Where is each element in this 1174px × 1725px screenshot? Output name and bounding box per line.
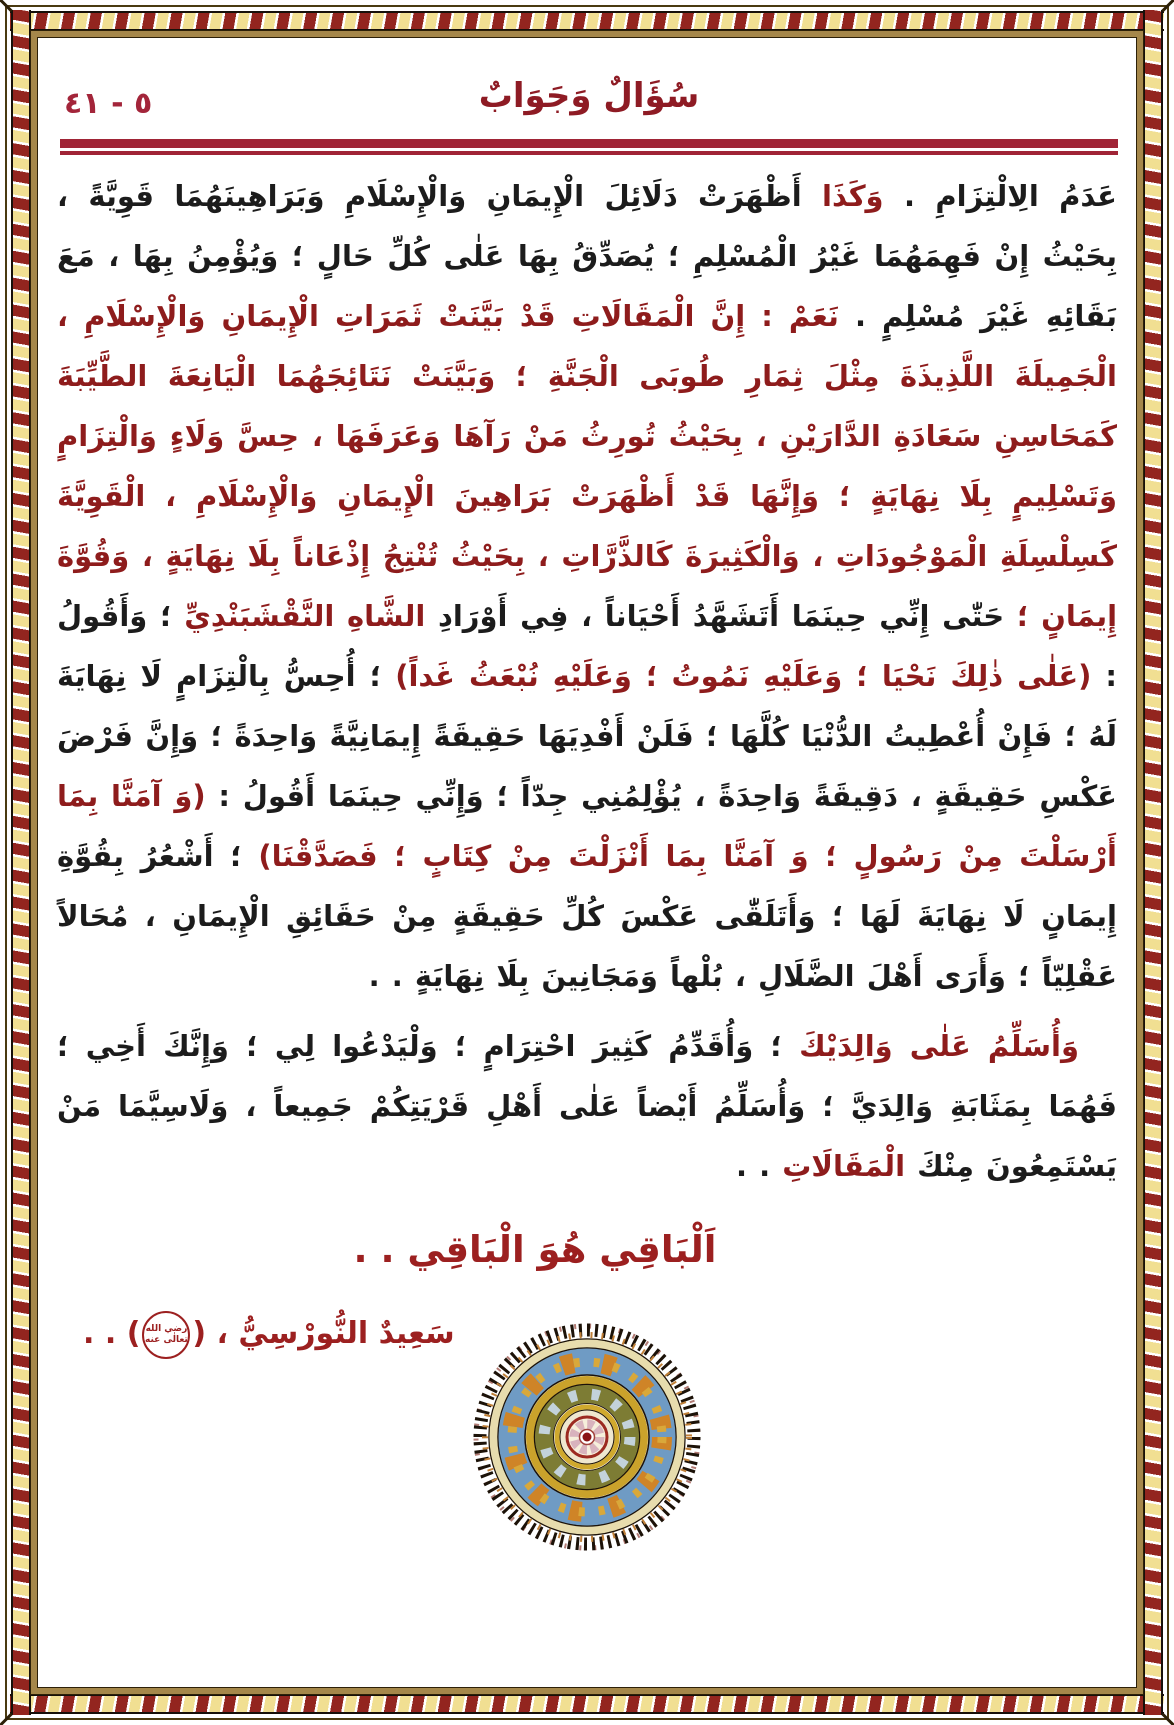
border-chain-right bbox=[1143, 10, 1163, 1715]
text-segment: (وَ آمَنَّا بِمَا أَرْسَلْتَ مِنْ رَسُولٍ ؛ وَ آمَنَّا بِمَا أَنْزَلْتَ مِنْ كِتَابٍ ؛ فَصَدَّقْنَا) bbox=[57, 779, 1117, 873]
text-segment: ؛ وَأُقَدِّمُ كَثِيرَ احْتِرَامٍ ؛ وَلْيَدْعُوا لِي ؛ وَإِنَّكَ أَخِي ؛ فَهُمَا بِمَثَابَةِ وَالِدَيَّ ؛ وَأُسَلِّمُ أَيْضاً عَلٰى أَهْلِ قَرْيَتِكُمْ جَمِيعاً ، وَلَاسِيَّمَا مَنْ يَسْتَمِعُونَ مِنْكَ bbox=[57, 1029, 1117, 1183]
border-chain-left bbox=[11, 10, 31, 1715]
page-header bbox=[60, 74, 1118, 132]
text-segment: الشَّاهِ النَّقْشَبَنْدِيِّ bbox=[184, 599, 426, 633]
text-segment: أَظْهَرَتْ دَلَائِلَ الْإِيمَانِ وَالْإِسْلَامِ وَبَرَاهِينَهُمَا قَوِيَّةً ، بِحَيْثُ إِنْ فَهِمَهُمَا غَيْرُ الْمُسْلِمِ ؛ يُصَدِّقُ بِهَا عَلٰى كُلِّ حَالٍ ؛ وَيُؤْمِنُ بِهَا ، مَعَ بَقَائِهِ غَيْرَ مُسْلِمٍ . bbox=[57, 179, 1117, 333]
text-segment: ؛ أَشْعُرُ بِقُوَّةِ إِيمَانٍ لَا نِهَايَةَ لَهَا ؛ وَأَتَلَقّٰى عَكْسَ كُلِّ حَقِيقَةٍ مِنْ حَقَائِقِ الْإِيمَانِ ، مُحَالاً عَقْلِيّاً ؛ وَأَرَى أَهْلَ الضَّلَالِ ، بُلْهاً وَمَجَانِينَ بِلَا نِهَايَةٍ . . bbox=[57, 839, 1117, 993]
text-segment: نَعَمْ : إِنَّ الْمَقَالَاتِ قَدْ بَيَّنَتْ ثَمَرَاتِ الْإِيمَانِ وَالْإِسْلَامِ ، الْجَمِيلَةَ اللَّذِيذَةَ مِثْلَ ثِمَارِ طُوبَى الْجَنَّةِ ؛ وَبَيَّنَتْ نَتَائِجَهُمَا الْيَانِعَةَ الطَّيِّبَةَ كَمَحَاسِنِ سَعَادَةِ الدَّارَيْنِ ، بِحَيْثُ تُورِثُ مَنْ رَآهَا وَعَرَفَهَا ، حِسَّ وَلَاءٍ وَالْتِزَامٍ وَتَسْلِيمٍ بِلَا نِهَايَةٍ ؛ وَإِنَّهَا قَدْ أَظْهَرَتْ بَرَاهِينَ الْإِيمَانِ وَالْإِسْلَامِ ، الْقَوِيَّةَ كَسِلْسِلَةِ الْمَوْجُودَاتِ ، وَالْكَثِيرَةَ كَالذَّرَّاتِ ، بِحَيْثُ تُنْتِجُ إِذْعَاناً بِلَا نِهَايَةٍ ، وَقُوَّةَ إِيمَانٍ ؛ bbox=[57, 299, 1118, 633]
border-chain-top bbox=[10, 11, 1164, 31]
border-chain-bottom bbox=[10, 1694, 1164, 1714]
corner-ornament-icon bbox=[1161, 1713, 1174, 1725]
header-divider-thick-line bbox=[60, 139, 1118, 148]
closing-line: اَلْبَاقِي هُوَ الْبَاقِي . . bbox=[353, 1228, 717, 1271]
text-segment: عَدَمُ الِالْتِزَامِ . bbox=[883, 179, 1117, 213]
header-divider-thin-line bbox=[60, 151, 1118, 155]
corner-ornament-icon bbox=[0, 0, 13, 12]
corner-ornament-icon bbox=[0, 1713, 13, 1725]
signature-name: سَعِيدٌ النُّورْسِيُّ ، bbox=[216, 1316, 455, 1351]
radiallahu-anhu-seal-icon: رضي الله تعالٰى عنه bbox=[142, 1311, 190, 1359]
seal-close-paren: ) bbox=[126, 1316, 141, 1351]
body-content bbox=[57, 166, 1117, 1366]
text-segment: (عَلٰى ذٰلِكَ نَحْيَا ؛ وَعَلَيْهِ نَمُوتُ ؛ وَعَلَيْهِ نُبْعَثُ غَداً) bbox=[395, 659, 1092, 693]
text-segment: ؛ أُحِسُّ بِالْتِزَامٍ لَا نِهَايَةَ لَهُ ؛ فَإِنْ أُعْطِيتُ الدُّنْيَا كُلَّهَا ؛ فَلَنْ أَفْدِيَهَا حَقِيقَةً إِيمَانِيَّةً وَاحِدَةً ؛ وَإِنَّ فَرْضَ عَكْسِ حَقِيقَةٍ ، دَقِيقَةً وَاحِدَةً ، يُؤْلِمُنِي جِدّاً ؛ وَإِنِّي حِينَمَا أَقُولُ : bbox=[57, 659, 1117, 813]
body-paragraph-2 bbox=[57, 1016, 1117, 1196]
seal-open-paren: ( bbox=[192, 1316, 207, 1351]
text-segment: حَتّٰى إِنِّي حِينَمَا أَتَشَهَّدُ أَحْيَاناً ، فِي أَوْرَادِ bbox=[425, 599, 1005, 633]
page-number: ٥ - ٤١ bbox=[64, 86, 153, 121]
header-divider bbox=[60, 139, 1118, 155]
text-segment: وَأُسَلِّمُ عَلٰى وَالِدَيْكَ bbox=[799, 1029, 1079, 1063]
signature-dots: . . bbox=[83, 1316, 117, 1351]
text-segment: وَكَذَا bbox=[822, 179, 884, 213]
rosette-ornament-icon bbox=[467, 1317, 707, 1557]
body-paragraph-1 bbox=[57, 166, 1117, 1006]
corner-ornament-icon bbox=[1161, 0, 1174, 12]
text-segment: ؛ وَأَقُولُ : bbox=[57, 599, 1117, 693]
page-title: سُؤَالٌ وَجَوَابٌ bbox=[478, 76, 700, 116]
text-segment: . . bbox=[736, 1149, 783, 1183]
text-segment: الْمَقَالَاتِ bbox=[782, 1149, 906, 1183]
